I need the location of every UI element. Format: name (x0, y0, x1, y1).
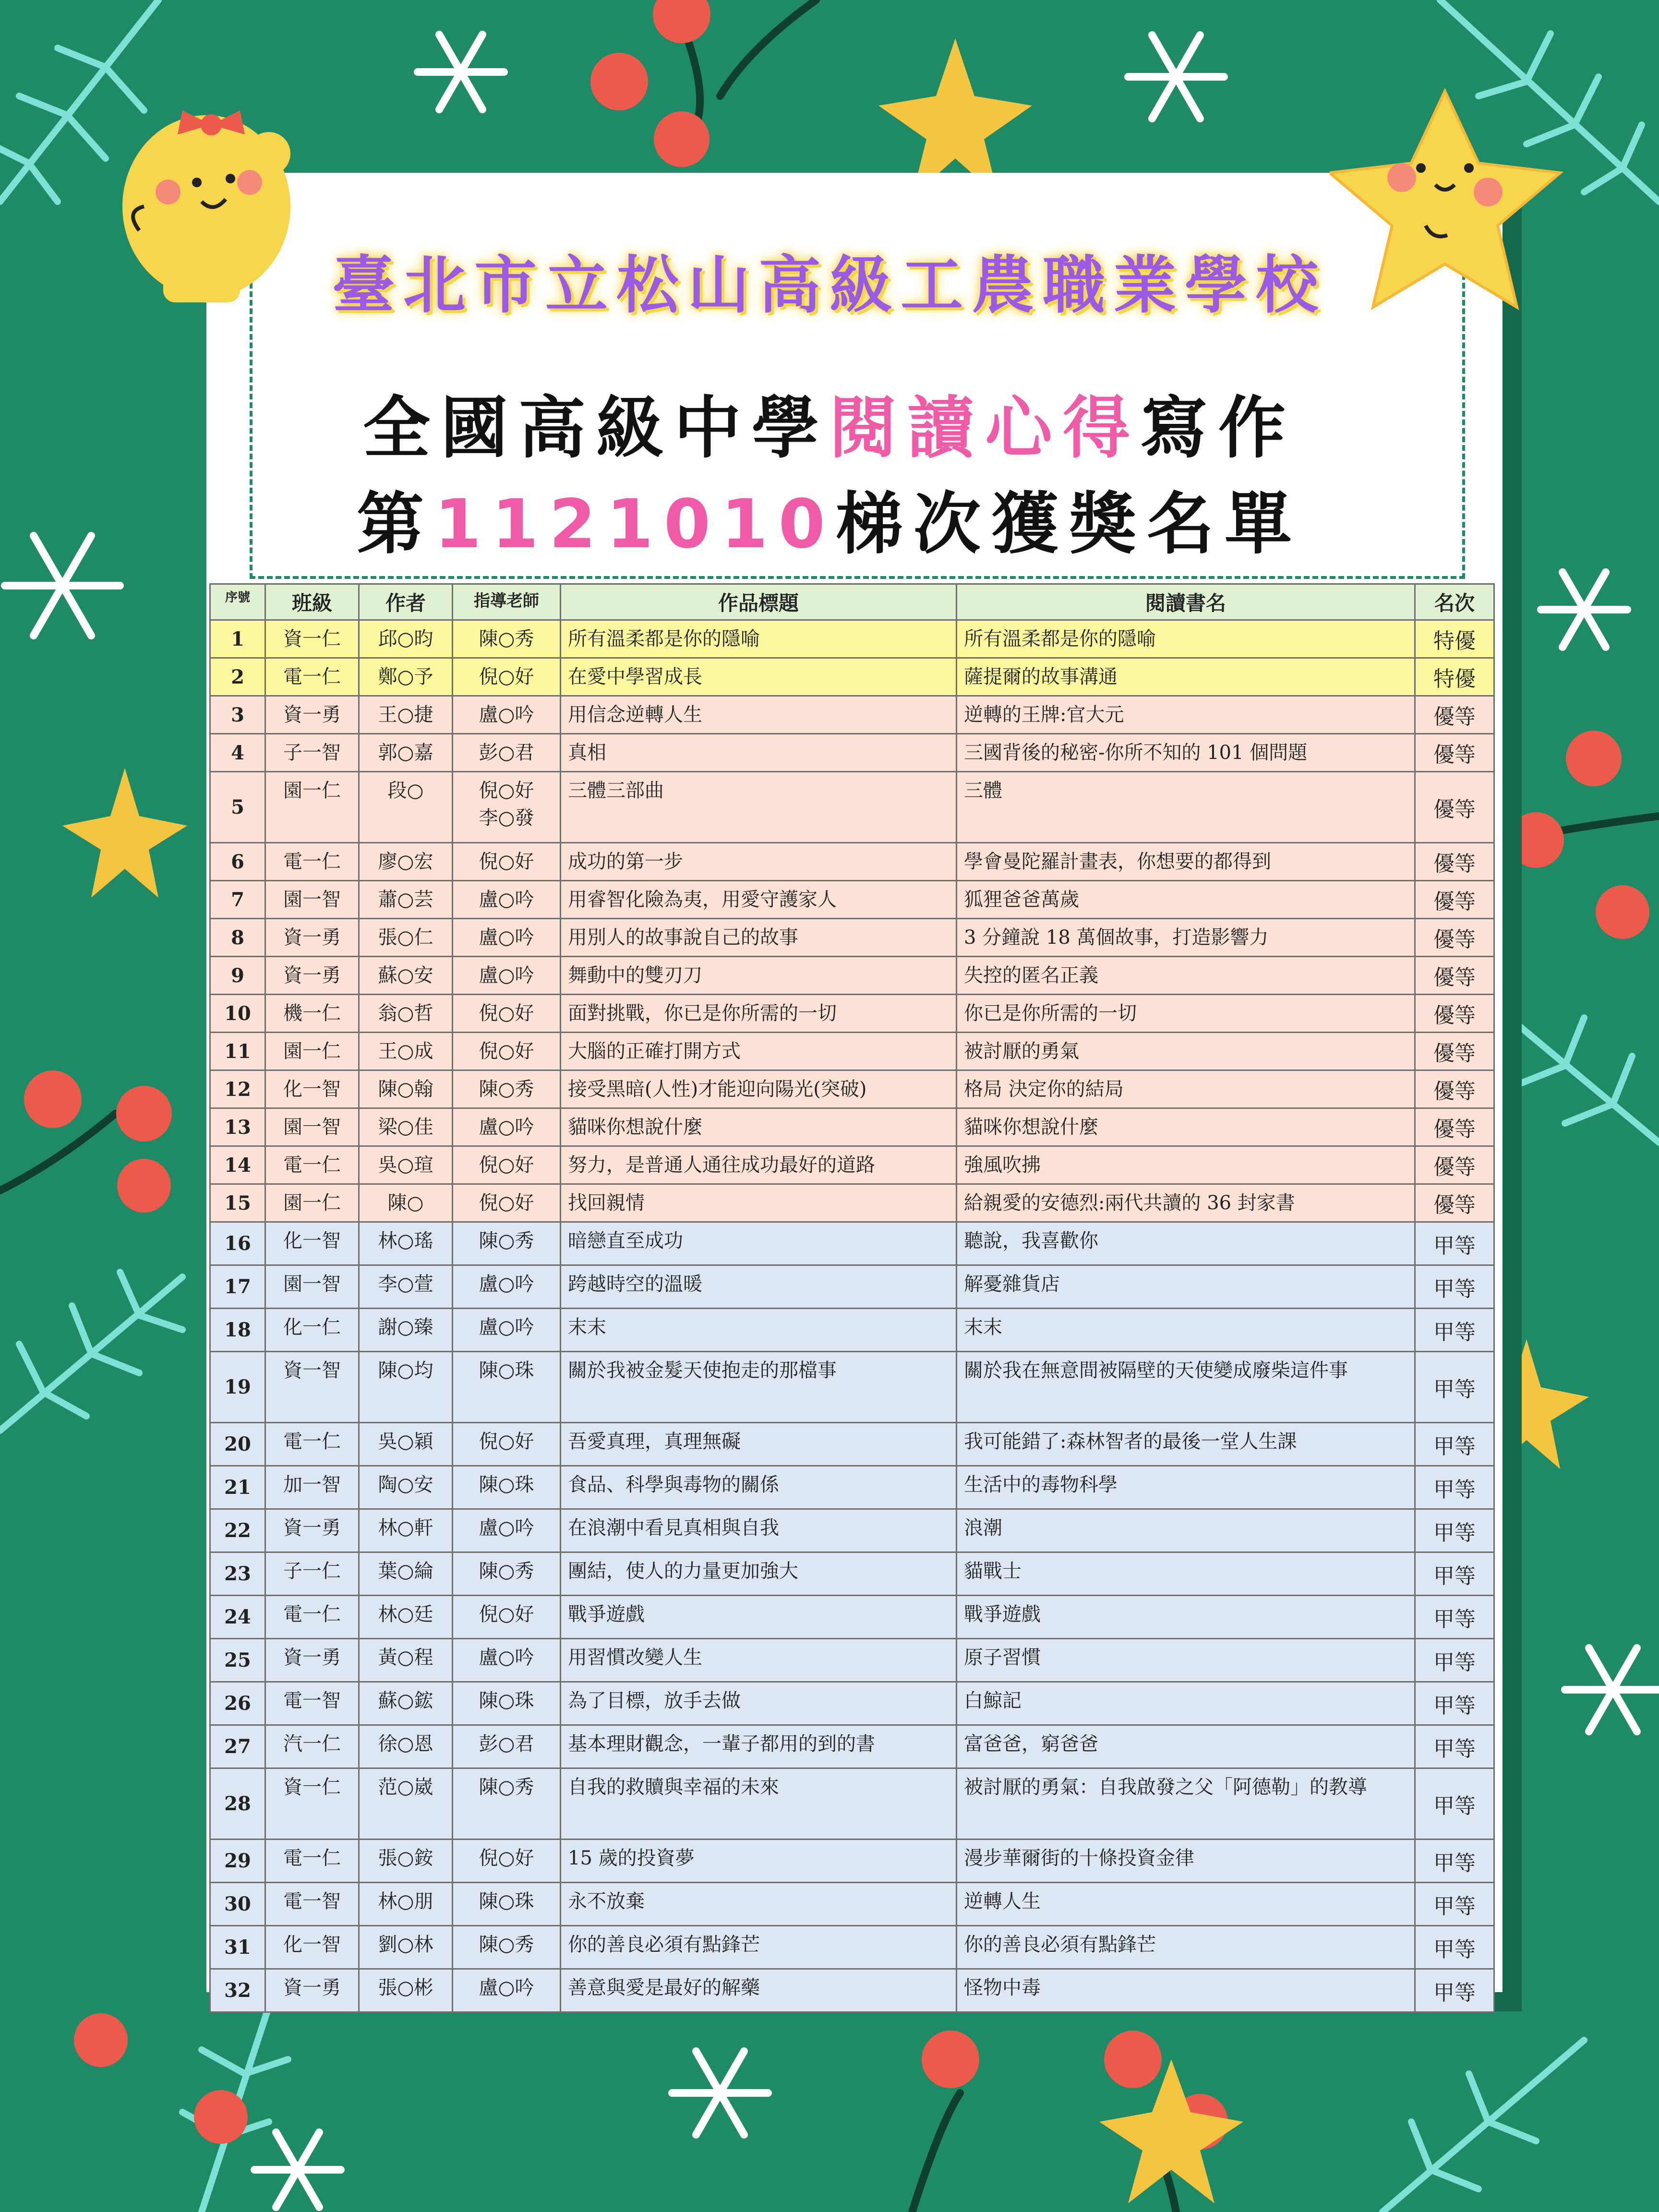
table-row (210, 1466, 1494, 1509)
cell-no: 19 (210, 1352, 265, 1423)
table-row (210, 1839, 1494, 1883)
cell-work-title: 15 歲的投資夢 (561, 1839, 957, 1883)
cell-teacher: 倪○好 (453, 1423, 561, 1466)
cell-work-title: 暗戀直至成功 (561, 1222, 957, 1265)
table-row (210, 1265, 1494, 1309)
cell-class: 電一仁 (265, 1146, 359, 1184)
cell-class: 資一勇 (265, 1509, 359, 1552)
cell-author: 張○仁 (359, 919, 453, 957)
cell-work-title: 接受黑暗(人性)才能迎向陽光(突破) (561, 1070, 957, 1108)
cell-book-title: 你的善良必須有點鋒芒 (957, 1926, 1415, 1969)
cell-work-title: 團結，使人的力量更加強大 (561, 1552, 957, 1596)
cell-work-title: 面對挑戰，你已是你所需的一切 (561, 995, 957, 1033)
table-row (210, 919, 1494, 957)
cell-rank: 優等 (1415, 1146, 1494, 1184)
cell-class: 電一智 (265, 1883, 359, 1926)
cell-rank: 甲等 (1415, 1423, 1494, 1466)
table-row (210, 1423, 1494, 1466)
cell-book-title: 原子習慣 (957, 1639, 1415, 1682)
cell-book-title: 逆轉人生 (957, 1883, 1415, 1926)
cell-author: 張○銨 (359, 1839, 453, 1883)
cell-rank: 優等 (1415, 734, 1494, 772)
cell-work-title: 你的善良必須有點鋒芒 (561, 1926, 957, 1969)
cell-class: 化一智 (265, 1222, 359, 1265)
cell-class: 資一仁 (265, 1768, 359, 1839)
cell-no: 8 (210, 919, 265, 957)
cell-author: 陳○翰 (359, 1070, 453, 1108)
cell-teacher: 陳○秀 (453, 1552, 561, 1596)
cell-no: 22 (210, 1509, 265, 1552)
cell-book-title: 末末 (957, 1309, 1415, 1352)
cell-work-title: 找回親情 (561, 1184, 957, 1222)
cell-no: 9 (210, 957, 265, 995)
cell-no: 4 (210, 734, 265, 772)
table-row (210, 881, 1494, 919)
cell-no: 30 (210, 1883, 265, 1926)
cell-teacher: 盧○吟 (453, 1309, 561, 1352)
cell-rank: 甲等 (1415, 1352, 1494, 1423)
cell-work-title: 食品、科學與毒物的關係 (561, 1466, 957, 1509)
cell-author: 王○捷 (359, 696, 453, 734)
title-line-1-pre: 全國高級中學 (362, 389, 830, 468)
cell-class: 電一智 (265, 1682, 359, 1725)
cell-class: 機一仁 (265, 995, 359, 1033)
title-line-2-post: 梯次獲獎名單 (835, 485, 1302, 564)
cell-teacher: 盧○吟 (453, 696, 561, 734)
table-row (210, 772, 1494, 843)
cell-teacher: 倪○好 (453, 1596, 561, 1639)
header-rank: 名次 (1415, 584, 1494, 620)
cell-teacher: 彭○君 (453, 1725, 561, 1768)
cell-rank: 甲等 (1415, 1466, 1494, 1509)
cell-author: 廖○宏 (359, 843, 453, 881)
cell-no: 7 (210, 881, 265, 919)
table-row (210, 620, 1494, 658)
cell-teacher: 陳○秀 (453, 1768, 561, 1839)
cell-book-title: 關於我在無意間被隔壁的天使變成廢柴這件事 (957, 1352, 1415, 1423)
cell-rank: 優等 (1415, 696, 1494, 734)
cell-no: 16 (210, 1222, 265, 1265)
cell-class: 園一智 (265, 881, 359, 919)
table-row (210, 1070, 1494, 1108)
table-row (210, 696, 1494, 734)
cell-work-title: 永不放棄 (561, 1883, 957, 1926)
cell-teacher: 陳○珠 (453, 1883, 561, 1926)
title-line-2 (0, 470, 1659, 567)
cell-teacher: 倪○好 (453, 843, 561, 881)
table-row (210, 1596, 1494, 1639)
cell-book-title: 漫步華爾街的十條投資金律 (957, 1839, 1415, 1883)
cell-class: 資一智 (265, 1352, 359, 1423)
cell-class: 化一智 (265, 1926, 359, 1969)
cell-author: 翁○哲 (359, 995, 453, 1033)
cell-teacher: 陳○秀 (453, 1926, 561, 1969)
cell-teacher: 盧○吟 (453, 957, 561, 995)
cell-work-title: 真相 (561, 734, 957, 772)
cell-book-title: 學會曼陀羅計畫表，你想要的都得到 (957, 843, 1415, 881)
table-row (210, 957, 1494, 995)
cell-rank: 優等 (1415, 881, 1494, 919)
cell-book-title: 解憂雜貨店 (957, 1265, 1415, 1309)
header-work-title: 作品標題 (561, 584, 957, 620)
cell-book-title: 強風吹拂 (957, 1146, 1415, 1184)
cell-author: 林○軒 (359, 1509, 453, 1552)
cell-work-title: 貓咪你想說什麼 (561, 1108, 957, 1146)
cell-rank: 甲等 (1415, 1509, 1494, 1552)
cell-teacher: 盧○吟 (453, 919, 561, 957)
cell-rank: 甲等 (1415, 1883, 1494, 1926)
table-row (210, 1509, 1494, 1552)
table-row (210, 1352, 1494, 1423)
cell-book-title: 薩提爾的故事溝通 (957, 658, 1415, 696)
cell-rank: 甲等 (1415, 1596, 1494, 1639)
cell-work-title: 跨越時空的溫暖 (561, 1265, 957, 1309)
cell-book-title: 聽說，我喜歡你 (957, 1222, 1415, 1265)
cell-no: 32 (210, 1969, 265, 2012)
cell-work-title: 舞動中的雙刃刀 (561, 957, 957, 995)
cell-book-title: 戰爭遊戲 (957, 1596, 1415, 1639)
cell-teacher: 倪○好 李○發 (453, 772, 561, 843)
cell-rank: 優等 (1415, 957, 1494, 995)
cell-rank: 特優 (1415, 620, 1494, 658)
cell-book-title: 被討厭的勇氣：自我啟發之父「阿德勒」的教導 (957, 1768, 1415, 1839)
cell-no: 11 (210, 1033, 265, 1070)
cell-teacher: 倪○好 (453, 1033, 561, 1070)
pine-branch-icon (0, 1272, 182, 1431)
table-row (210, 1033, 1494, 1070)
cell-book-title: 貓戰士 (957, 1552, 1415, 1596)
cell-work-title: 用睿智化險為夷，用愛守護家人 (561, 881, 957, 919)
cell-no: 25 (210, 1639, 265, 1682)
cell-author: 陳○均 (359, 1352, 453, 1423)
cell-rank: 甲等 (1415, 1682, 1494, 1725)
cell-class: 資一勇 (265, 919, 359, 957)
cell-author: 謝○臻 (359, 1309, 453, 1352)
cell-teacher: 陳○珠 (453, 1466, 561, 1509)
cell-work-title: 用別人的故事說自己的故事 (561, 919, 957, 957)
table-body (210, 620, 1494, 2012)
cell-author: 李○萱 (359, 1265, 453, 1309)
cell-author: 梁○佳 (359, 1108, 453, 1146)
cell-rank: 甲等 (1415, 1552, 1494, 1596)
table-row (210, 1926, 1494, 1969)
title-highlight-batch: 1121010 (434, 485, 836, 564)
table-row (210, 1682, 1494, 1725)
cell-class: 電一仁 (265, 1596, 359, 1639)
cell-work-title: 用信念逆轉人生 (561, 696, 957, 734)
cell-class: 資一勇 (265, 957, 359, 995)
cell-author: 蕭○芸 (359, 881, 453, 919)
cell-author: 劉○林 (359, 1926, 453, 1969)
pine-branch-icon (1498, 1008, 1659, 1142)
cell-rank: 甲等 (1415, 1768, 1494, 1839)
cell-author: 邱○昀 (359, 620, 453, 658)
cell-no: 27 (210, 1725, 265, 1768)
table-row (210, 843, 1494, 881)
cell-class: 園一智 (265, 1265, 359, 1309)
cell-rank: 優等 (1415, 1184, 1494, 1222)
cell-teacher: 倪○好 (453, 1146, 561, 1184)
cell-author: 黃○程 (359, 1639, 453, 1682)
cell-author: 王○成 (359, 1033, 453, 1070)
table-row (210, 995, 1494, 1033)
cell-no: 17 (210, 1265, 265, 1309)
cell-no: 21 (210, 1466, 265, 1509)
table-row (210, 658, 1494, 696)
cell-no: 10 (210, 995, 265, 1033)
cell-work-title: 努力，是普通人通往成功最好的道路 (561, 1146, 957, 1184)
cell-no: 3 (210, 696, 265, 734)
cell-no: 15 (210, 1184, 265, 1222)
cell-work-title: 關於我被金髮天使抱走的那檔事 (561, 1352, 957, 1423)
cell-no: 23 (210, 1552, 265, 1596)
cell-no: 13 (210, 1108, 265, 1146)
table-row (210, 1883, 1494, 1926)
cell-class: 園一智 (265, 1108, 359, 1146)
cell-rank: 甲等 (1415, 1969, 1494, 2012)
cell-teacher: 倪○好 (453, 995, 561, 1033)
cell-no: 6 (210, 843, 265, 881)
cell-no: 14 (210, 1146, 265, 1184)
cell-class: 汽一仁 (265, 1725, 359, 1768)
cell-book-title: 我可能錯了:森林智者的最後一堂人生課 (957, 1423, 1415, 1466)
cell-author: 段○ (359, 772, 453, 843)
cell-author: 陳○ (359, 1184, 453, 1222)
cell-work-title: 所有溫柔都是你的隱喻 (561, 620, 957, 658)
cell-teacher: 倪○好 (453, 1839, 561, 1883)
table-row (210, 734, 1494, 772)
cell-rank: 優等 (1415, 919, 1494, 957)
cell-work-title: 末末 (561, 1309, 957, 1352)
cell-class: 資一勇 (265, 1969, 359, 2012)
cell-rank: 優等 (1415, 1070, 1494, 1108)
cell-author: 林○瑤 (359, 1222, 453, 1265)
cell-work-title: 善意與愛是最好的解藥 (561, 1969, 957, 2012)
cell-class: 園一仁 (265, 1184, 359, 1222)
cell-no: 18 (210, 1309, 265, 1352)
cell-teacher: 盧○吟 (453, 1265, 561, 1309)
cell-book-title: 浪潮 (957, 1509, 1415, 1552)
cell-rank: 甲等 (1415, 1926, 1494, 1969)
cell-author: 陶○安 (359, 1466, 453, 1509)
cell-class: 化一仁 (265, 1309, 359, 1352)
cell-rank: 甲等 (1415, 1639, 1494, 1682)
cell-rank: 特優 (1415, 658, 1494, 696)
cell-work-title: 為了目標，放手去做 (561, 1682, 957, 1725)
cell-rank: 甲等 (1415, 1309, 1494, 1352)
cell-book-title: 逆轉的王牌:官大元 (957, 696, 1415, 734)
cell-class: 資一勇 (265, 696, 359, 734)
header-author: 作者 (359, 584, 453, 620)
title-line-1-post: 寫作 (1141, 389, 1297, 468)
table-row (210, 1184, 1494, 1222)
cell-work-title: 三體三部曲 (561, 772, 957, 843)
table-row (210, 1222, 1494, 1265)
cell-no: 20 (210, 1423, 265, 1466)
cell-class: 子一仁 (265, 1552, 359, 1596)
cell-teacher: 盧○吟 (453, 1108, 561, 1146)
cell-work-title: 吾愛真理，真理無礙 (561, 1423, 957, 1466)
cell-teacher: 盧○吟 (453, 881, 561, 919)
cell-teacher: 盧○吟 (453, 1639, 561, 1682)
table-row (210, 1725, 1494, 1768)
cell-class: 子一智 (265, 734, 359, 772)
award-table (209, 583, 1495, 2013)
cell-rank: 優等 (1415, 843, 1494, 881)
cell-work-title: 戰爭遊戲 (561, 1596, 957, 1639)
cell-teacher: 盧○吟 (453, 1969, 561, 2012)
cell-no: 29 (210, 1839, 265, 1883)
cell-class: 化一智 (265, 1070, 359, 1108)
cell-no: 2 (210, 658, 265, 696)
cell-class: 園一仁 (265, 772, 359, 843)
cell-rank: 甲等 (1415, 1839, 1494, 1883)
cell-author: 林○廷 (359, 1596, 453, 1639)
cell-class: 資一仁 (265, 620, 359, 658)
cell-author: 徐○恩 (359, 1725, 453, 1768)
cell-no: 31 (210, 1926, 265, 1969)
cell-author: 吳○瑄 (359, 1146, 453, 1184)
cell-author: 林○朋 (359, 1883, 453, 1926)
title-line-2-pre: 第 (357, 485, 435, 564)
cell-work-title: 用習慣改變人生 (561, 1639, 957, 1682)
cell-class: 電一仁 (265, 1839, 359, 1883)
cell-rank: 優等 (1415, 995, 1494, 1033)
cell-book-title: 貓咪你想說什麼 (957, 1108, 1415, 1146)
cell-teacher: 倪○好 (453, 1184, 561, 1222)
cell-work-title: 自我的救贖與幸福的未來 (561, 1768, 957, 1839)
cell-no: 26 (210, 1682, 265, 1725)
cell-book-title: 3 分鐘說 18 萬個故事，打造影響力 (957, 919, 1415, 957)
cell-class: 園一仁 (265, 1033, 359, 1070)
cell-book-title: 你已是你所需的一切 (957, 995, 1415, 1033)
cell-teacher: 陳○秀 (453, 620, 561, 658)
cell-book-title: 生活中的毒物科學 (957, 1466, 1415, 1509)
table-header-row (210, 584, 1494, 620)
cell-class: 電一仁 (265, 1423, 359, 1466)
cell-book-title: 失控的匿名正義 (957, 957, 1415, 995)
cell-author: 郭○嘉 (359, 734, 453, 772)
cell-no: 1 (210, 620, 265, 658)
cell-rank: 甲等 (1415, 1725, 1494, 1768)
cell-book-title: 給親愛的安德烈:兩代共讀的 36 封家書 (957, 1184, 1415, 1222)
cell-teacher: 盧○吟 (453, 1509, 561, 1552)
cell-book-title: 狐狸爸爸萬歲 (957, 881, 1415, 919)
cell-book-title: 所有溫柔都是你的隱喻 (957, 620, 1415, 658)
table-row (210, 1309, 1494, 1352)
cell-rank: 優等 (1415, 772, 1494, 843)
cell-class: 加一智 (265, 1466, 359, 1509)
cell-teacher: 陳○秀 (453, 1070, 561, 1108)
cell-teacher: 倪○好 (453, 658, 561, 696)
cell-class: 資一勇 (265, 1639, 359, 1682)
cell-author: 蘇○安 (359, 957, 453, 995)
cell-rank: 甲等 (1415, 1222, 1494, 1265)
cell-teacher: 彭○君 (453, 734, 561, 772)
cell-work-title: 在愛中學習成長 (561, 658, 957, 696)
table-row (210, 1969, 1494, 2012)
cell-author: 葉○綸 (359, 1552, 453, 1596)
table-row (210, 1768, 1494, 1839)
school-name: 臺北市立松山高級工農職業學校 (332, 249, 1327, 322)
cell-no: 28 (210, 1768, 265, 1839)
cell-work-title: 基本理財觀念，一輩子都用的到的書 (561, 1725, 957, 1768)
cell-work-title: 在浪潮中看見真相與自我 (561, 1509, 957, 1552)
cell-rank: 優等 (1415, 1108, 1494, 1146)
header-book-title: 閱讀書名 (957, 584, 1415, 620)
cell-work-title: 成功的第一步 (561, 843, 957, 881)
cell-book-title: 三體 (957, 772, 1415, 843)
table-row (210, 1146, 1494, 1184)
cell-book-title: 被討厭的勇氣 (957, 1033, 1415, 1070)
cell-rank: 甲等 (1415, 1265, 1494, 1309)
table-row (210, 1108, 1494, 1146)
header-no: 序號 (210, 584, 265, 620)
cell-class: 電一仁 (265, 658, 359, 696)
title-highlight-reading: 閱讀心得 (829, 389, 1141, 468)
cell-author: 張○彬 (359, 1969, 453, 2012)
cell-book-title: 白鯨記 (957, 1682, 1415, 1725)
header-class: 班級 (265, 584, 359, 620)
cell-class: 電一仁 (265, 843, 359, 881)
cell-author: 鄭○予 (359, 658, 453, 696)
cell-no: 12 (210, 1070, 265, 1108)
cell-teacher: 陳○珠 (453, 1352, 561, 1423)
cell-author: 吳○穎 (359, 1423, 453, 1466)
cell-book-title: 三國背後的秘密-你所不知的 101 個問題 (957, 734, 1415, 772)
cell-no: 24 (210, 1596, 265, 1639)
table-row (210, 1639, 1494, 1682)
title-line-1 (0, 374, 1659, 471)
cell-author: 范○崴 (359, 1768, 453, 1839)
cell-book-title: 富爸爸，窮爸爸 (957, 1725, 1415, 1768)
cell-teacher: 陳○秀 (453, 1222, 561, 1265)
cell-no: 5 (210, 772, 265, 843)
cell-author: 蘇○鋐 (359, 1682, 453, 1725)
header-teacher: 指導老師 (453, 584, 561, 620)
pine-branch-icon (1382, 2040, 1584, 2212)
table-row (210, 1552, 1494, 1596)
cell-book-title: 怪物中毒 (957, 1969, 1415, 2012)
cell-book-title: 格局 決定你的結局 (957, 1070, 1415, 1108)
cell-work-title: 大腦的正確打開方式 (561, 1033, 957, 1070)
cell-rank: 優等 (1415, 1033, 1494, 1070)
cell-teacher: 陳○珠 (453, 1682, 561, 1725)
